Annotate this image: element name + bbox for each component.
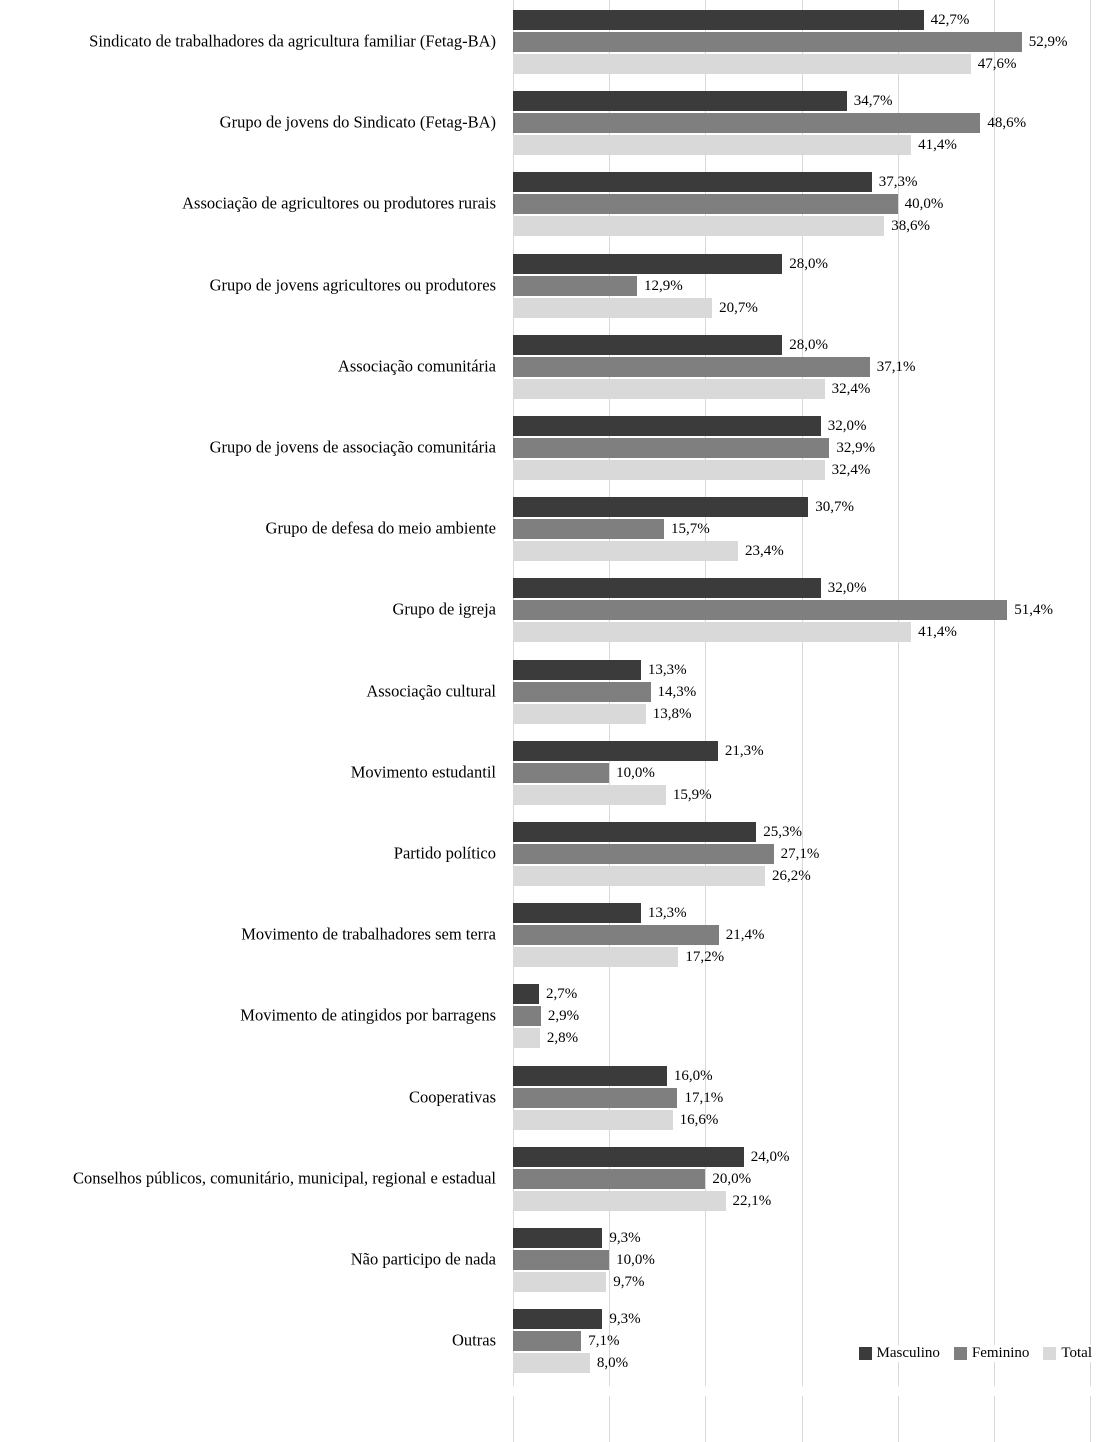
category-row [0,172,1097,236]
category-label: Sindicato de trabalhadores da agricultura familiar (Fetag-BA) [89,31,496,51]
bar-total [513,1028,540,1048]
bar-feminino [513,925,719,945]
bar-line [513,984,579,1004]
bar-value-label: 38,6% [891,217,930,234]
bar-line [513,335,916,355]
bar-feminino [513,276,637,296]
category-row [0,254,1097,318]
bar-feminino [513,194,898,214]
bar-feminino [513,763,609,783]
bar-value-label: 24,0% [750,1148,790,1165]
x-axis-tick [994,1396,995,1442]
bar-line [513,416,875,436]
bar-feminino [513,600,1007,620]
bar-group [513,984,579,1050]
bar-line [513,1272,655,1292]
bar-group [513,416,875,482]
bar-masculino [513,172,872,192]
category-row [0,10,1097,74]
bar-value-label: 14,3% [657,683,697,700]
bar-line [513,947,765,967]
bar-group [513,335,916,401]
bar-feminino [513,113,980,133]
bar-total [513,1191,726,1211]
bar-line [513,254,828,274]
bar-masculino [513,1309,602,1329]
x-axis-tick [1090,1396,1091,1442]
bar-group [513,91,1026,157]
bar-feminino [513,1331,581,1351]
bar-value-label: 13,3% [647,661,687,678]
bar-value-label: 30,7% [815,498,854,515]
bar-value-label: 32,4% [831,380,871,397]
bar-line [513,741,764,761]
category-label: Não participo de nada [350,1249,496,1269]
bar-total [513,1272,606,1292]
bar-total [513,541,738,561]
bar-value-label: 52,9% [1028,33,1068,50]
bar-value-label: 10,0% [616,1251,655,1268]
category-row [0,578,1097,642]
bar-total [513,1110,673,1130]
bar-line [513,704,696,724]
bar-value-label: 15,9% [672,786,712,803]
category-row [0,335,1097,399]
category-label: Associação cultural [366,681,496,701]
bar-line [513,600,1053,620]
bar-value-label: 37,1% [876,358,916,375]
x-axis-tick [898,1396,899,1442]
bar-line [513,357,916,377]
category-row [0,1147,1097,1211]
bar-line [513,1191,790,1211]
bar-feminino [513,1006,541,1026]
bar-line [513,1228,655,1248]
bar-group [513,10,1067,76]
bar-line [513,1250,655,1270]
bar-value-label: 22,1% [732,1192,772,1209]
bar-value-label: 21,4% [725,926,765,943]
bar-value-label: 41,4% [918,623,957,640]
category-row [0,1228,1097,1292]
bar-line [513,925,765,945]
bar-line [513,91,1026,111]
bar-masculino [513,416,821,436]
bar-value-label: 23,4% [745,542,784,559]
bar-line [513,844,819,864]
bar-line [513,438,875,458]
bar-masculino [513,10,924,30]
bar-value-label: 37,3% [878,173,918,190]
bar-group [513,1066,723,1132]
bar-feminino [513,1169,705,1189]
bar-group [513,1309,641,1375]
bar-total [513,1353,590,1373]
bar-total [513,135,911,155]
bar-line [513,460,875,480]
bar-line [513,682,696,702]
bar-group [513,1147,790,1213]
bar-value-label: 27,1% [780,845,820,862]
bar-value-label: 42,7% [930,11,970,28]
bar-masculino [513,578,821,598]
bar-group [513,660,696,726]
legend-item-total [1043,1345,1092,1362]
bar-line [513,32,1067,52]
bar-line [513,1066,723,1086]
legend-label: Masculino [876,1345,940,1361]
category-label: Movimento de trabalhadores sem terra [241,924,496,944]
bar-total [513,947,678,967]
bar-line [513,1006,579,1026]
bar-value-label: 26,2% [771,867,811,884]
bar-value-label: 7,1% [588,1332,620,1349]
bar-line [513,541,854,561]
bar-value-label: 9,3% [609,1229,641,1246]
bar-value-label: 20,7% [719,299,758,316]
bar-line [513,622,1053,642]
bar-value-label: 2,9% [547,1007,580,1024]
bar-value-label: 40,0% [904,195,944,212]
bar-line [513,822,819,842]
bar-value-label: 2,7% [545,985,578,1002]
bar-group [513,497,854,563]
bar-feminino [513,519,664,539]
category-label: Partido político [393,843,496,863]
category-label: Grupo de jovens agricultores ou produtores [209,275,496,295]
bar-value-label: 13,3% [647,904,687,921]
category-label: Grupo de jovens do Sindicato (Fetag-BA) [219,112,496,132]
legend-item-feminino [954,1345,1030,1362]
bar-value-label: 17,1% [684,1089,724,1106]
category-label: Grupo de igreja [392,599,496,619]
legend [859,1345,1092,1362]
category-row [0,903,1097,967]
bar-value-label: 28,0% [789,255,829,272]
bar-line [513,54,1067,74]
bar-feminino [513,682,651,702]
legend-swatch-icon [859,1347,872,1360]
category-label: Movimento de atingidos por barragens [240,1005,496,1025]
bar-value-label: 13,8% [652,705,692,722]
bar-line [513,903,765,923]
bar-masculino [513,1147,744,1167]
bar-line [513,172,943,192]
bar-line [513,497,854,517]
bar-masculino [513,741,718,761]
category-row [0,1309,1097,1373]
bar-value-label: 17,2% [685,948,725,965]
bar-value-label: 41,4% [918,136,957,153]
category-row [0,984,1097,1048]
bar-line [513,785,764,805]
bar-value-label: 32,0% [827,417,867,434]
bar-masculino [513,822,756,842]
x-axis-tick [705,1396,706,1442]
category-label: Associação comunitária [337,356,496,376]
category-label: Cooperativas [408,1087,496,1107]
legend-item-masculino [859,1345,940,1362]
bar-line [513,660,696,680]
bar-masculino [513,1066,667,1086]
bar-value-label: 20,0% [712,1170,752,1187]
bar-value-label: 32,9% [836,439,876,456]
bar-masculino [513,1228,602,1248]
legend-label: Total [1061,1345,1092,1361]
bar-line [513,1088,723,1108]
bar-value-label: 16,0% [673,1067,713,1084]
bar-group [513,822,819,888]
bar-line [513,866,819,886]
category-row [0,497,1097,561]
bar-group [513,903,765,969]
bar-line [513,578,1053,598]
bar-line [513,1353,641,1373]
category-label: Grupo de defesa do meio ambiente [265,518,496,538]
category-row [0,822,1097,886]
bar-total [513,785,666,805]
bar-line [513,763,764,783]
bar-value-label: 9,7% [613,1273,645,1290]
bar-value-label: 21,3% [724,742,764,759]
category-row [0,91,1097,155]
bar-masculino [513,903,641,923]
bar-value-label: 32,0% [827,579,867,596]
bar-line [513,1028,579,1048]
bar-line [513,135,1026,155]
category-row [0,741,1097,805]
bar-feminino [513,32,1022,52]
category-row [0,1066,1097,1130]
bar-line [513,1331,641,1351]
bar-value-label: 51,4% [1014,601,1054,618]
bar-total [513,216,884,236]
bar-total [513,460,825,480]
bar-feminino [513,438,829,458]
bar-value-label: 2,8% [546,1029,579,1046]
bar-line [513,1309,641,1329]
bar-line [513,1169,790,1189]
bar-group [513,1228,655,1294]
category-row [0,416,1097,480]
bar-value-label: 34,7% [853,92,893,109]
bar-total [513,866,765,886]
bar-total [513,54,971,74]
bar-line [513,216,943,236]
category-label: Movimento estudantil [350,762,496,782]
bar-value-label: 48,6% [987,114,1027,131]
bar-masculino [513,984,539,1004]
x-axis-tick [513,1396,514,1442]
bar-feminino [513,1088,677,1108]
bar-feminino [513,844,774,864]
bar-feminino [513,357,870,377]
bar-group [513,741,764,807]
bar-line [513,1147,790,1167]
bar-value-label: 8,0% [596,1354,629,1371]
bar-line [513,113,1026,133]
bar-line [513,1110,723,1130]
bar-total [513,704,646,724]
category-row [0,660,1097,724]
bar-line [513,519,854,539]
bar-group [513,578,1053,644]
bar-total [513,379,825,399]
bar-masculino [513,254,782,274]
bar-group [513,254,828,320]
bar-line [513,298,828,318]
category-label: Grupo de jovens de associação comunitária [209,437,496,457]
bar-line [513,379,916,399]
bar-line [513,194,943,214]
x-axis-tick [802,1396,803,1442]
bar-value-label: 12,9% [644,277,683,294]
bar-feminino [513,1250,609,1270]
bar-masculino [513,91,847,111]
bar-value-label: 25,3% [763,823,803,840]
bar-total [513,298,712,318]
bar-value-label: 47,6% [977,55,1017,72]
bar-value-label: 28,0% [789,336,829,353]
bar-masculino [513,497,808,517]
bar-line [513,10,1067,30]
category-label: Conselhos públicos, comunitário, municipal, regional e estadual [73,1168,496,1188]
bar-line [513,276,828,296]
category-label: Outras [452,1330,496,1350]
bar-value-label: 10,0% [616,764,655,781]
legend-swatch-icon [954,1347,967,1360]
x-axis-tick [609,1396,610,1442]
bar-value-label: 16,6% [679,1111,719,1128]
bar-masculino [513,335,782,355]
bar-value-label: 15,7% [670,520,710,537]
legend-label: Feminino [971,1345,1030,1361]
legend-swatch-icon [1043,1347,1056,1360]
bar-total [513,622,911,642]
category-label: Associação de agricultores ou produtores rurais [182,193,496,213]
bar-value-label: 9,3% [609,1310,641,1327]
bar-group [513,172,943,238]
bar-value-label: 32,4% [831,461,871,478]
bar-masculino [513,660,641,680]
